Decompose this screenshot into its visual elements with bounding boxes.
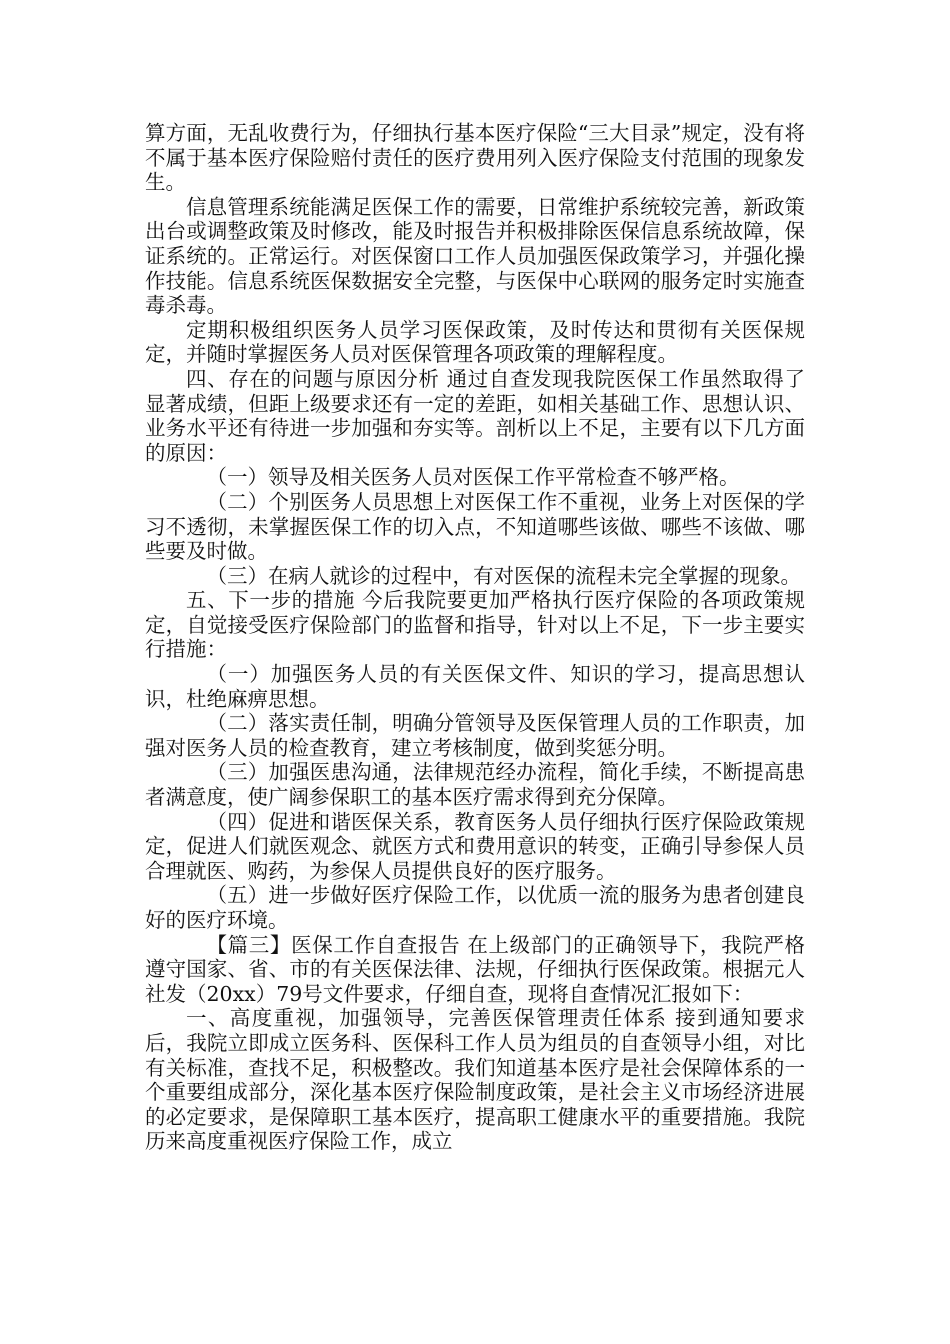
paragraph-2: 信息管理系统能满足医保工作的需要，日常维护系统较完善，新政策出台或调整政策及时修改，能及时报告并积极排除医保信息系统故障，保证系统的。正常运行。对医保窗口工作人员加强医保政策学习，并强化操作技能。信息系统医保数据安全完整，与医保中心联网的服务定时实施查毒杀毒。: [145, 194, 805, 318]
paragraph-5: （一）领导及相关医务人员对医保工作平常检查不够严格。: [206, 465, 740, 490]
paragraph-4: 四、存在的问题与原因分析 通过自查发现我院医保工作虽然取得了显著成绩，但距上级要求还有一定的差距，如相关基础工作、思想认识、业务水平还有待进一步加强和夯实等。剖析以上不足，主要有以下几方面的原因：: [145, 366, 805, 465]
paragraph-7: （三）在病人就诊的过程中，有对医保的流程未完全掌握的现象。: [206, 563, 801, 588]
paragraph-11: （三）加强医患沟通，法律规范经办流程，简化手续，不断提高患者满意度，使广阔参保职工的基本医疗需求得到充分保障。: [145, 760, 805, 810]
paragraph-3: 定期积极组织医务人员学习医保政策，及时传达和贯彻有关医保规定，并随时掌握医务人员对医保管理各项政策的理解程度。: [145, 317, 805, 367]
paragraph-9: （一）加强医务人员的有关医保文件、知识的学习，提高思想认识，杜绝麻痹思想。: [145, 662, 805, 711]
paragraph-1: 算方面，无乱收费行为，仔细执行基本医疗保险“三大目录”规定，没有将不属于基本医疗保险赔付责任的医疗费用列入医疗保险支付范围的现象发生。: [145, 121, 805, 195]
paragraph-15: 一、高度重视，加强领导，完善医保管理责任体系 接到通知要求后，我院立即成立医务科、医保科工作人员为组员的自查领导小组，对比有关标准，查找不足，积极整改。我们知道基本医疗是社会保障体系的一个重要组成部分，深化基本医疗保险制度政策，是社会主义市场经济进展的必定要求，是保障职工基本医疗，提高职工健康水平的重要措施。我院历来高度重视医疗保险工作，成立: [145, 1006, 805, 1154]
paragraph-14: 【篇三】医保工作自查报告 在上级部门的正确领导下，我院严格遵守国家、省、市的有关医保法律、法规，仔细执行医保政策。根据元人社发（20xx）79号文件要求，仔细自查，现将自查情况汇报如下：: [145, 932, 805, 1006]
paragraph-12: （四）促进和谐医保关系，教育医务人员仔细执行医疗保险政策规定，促进人们就医观念、就医方式和费用意识的转变，正确引导参保人员合理就医、购药，为参保人员提供良好的医疗服务。: [145, 809, 805, 883]
paragraph-8: 五、下一步的措施 今后我院要更加严格执行医疗保险的各项政策规定，自觉接受医疗保险部门的监督和指导，针对以上不足，下一步主要实行措施：: [145, 588, 805, 662]
paragraph-6: （二）个别医务人员思想上对医保工作不重视，业务上对医保的学习不透彻，未掌握医保工作的切入点，不知道哪些该做、哪些不该做、哪些要及时做。: [145, 489, 805, 564]
paragraph-13: （五）进一步做好医疗保险工作，以优质一流的服务为患者创建良好的医疗环境。: [145, 883, 805, 932]
document-body: [145, 121, 805, 1154]
paragraph-10: （二）落实责任制，明确分管领导及医保管理人员的工作职责，加强对医务人员的检查教育，建立考核制度，做到奖惩分明。: [145, 711, 805, 760]
